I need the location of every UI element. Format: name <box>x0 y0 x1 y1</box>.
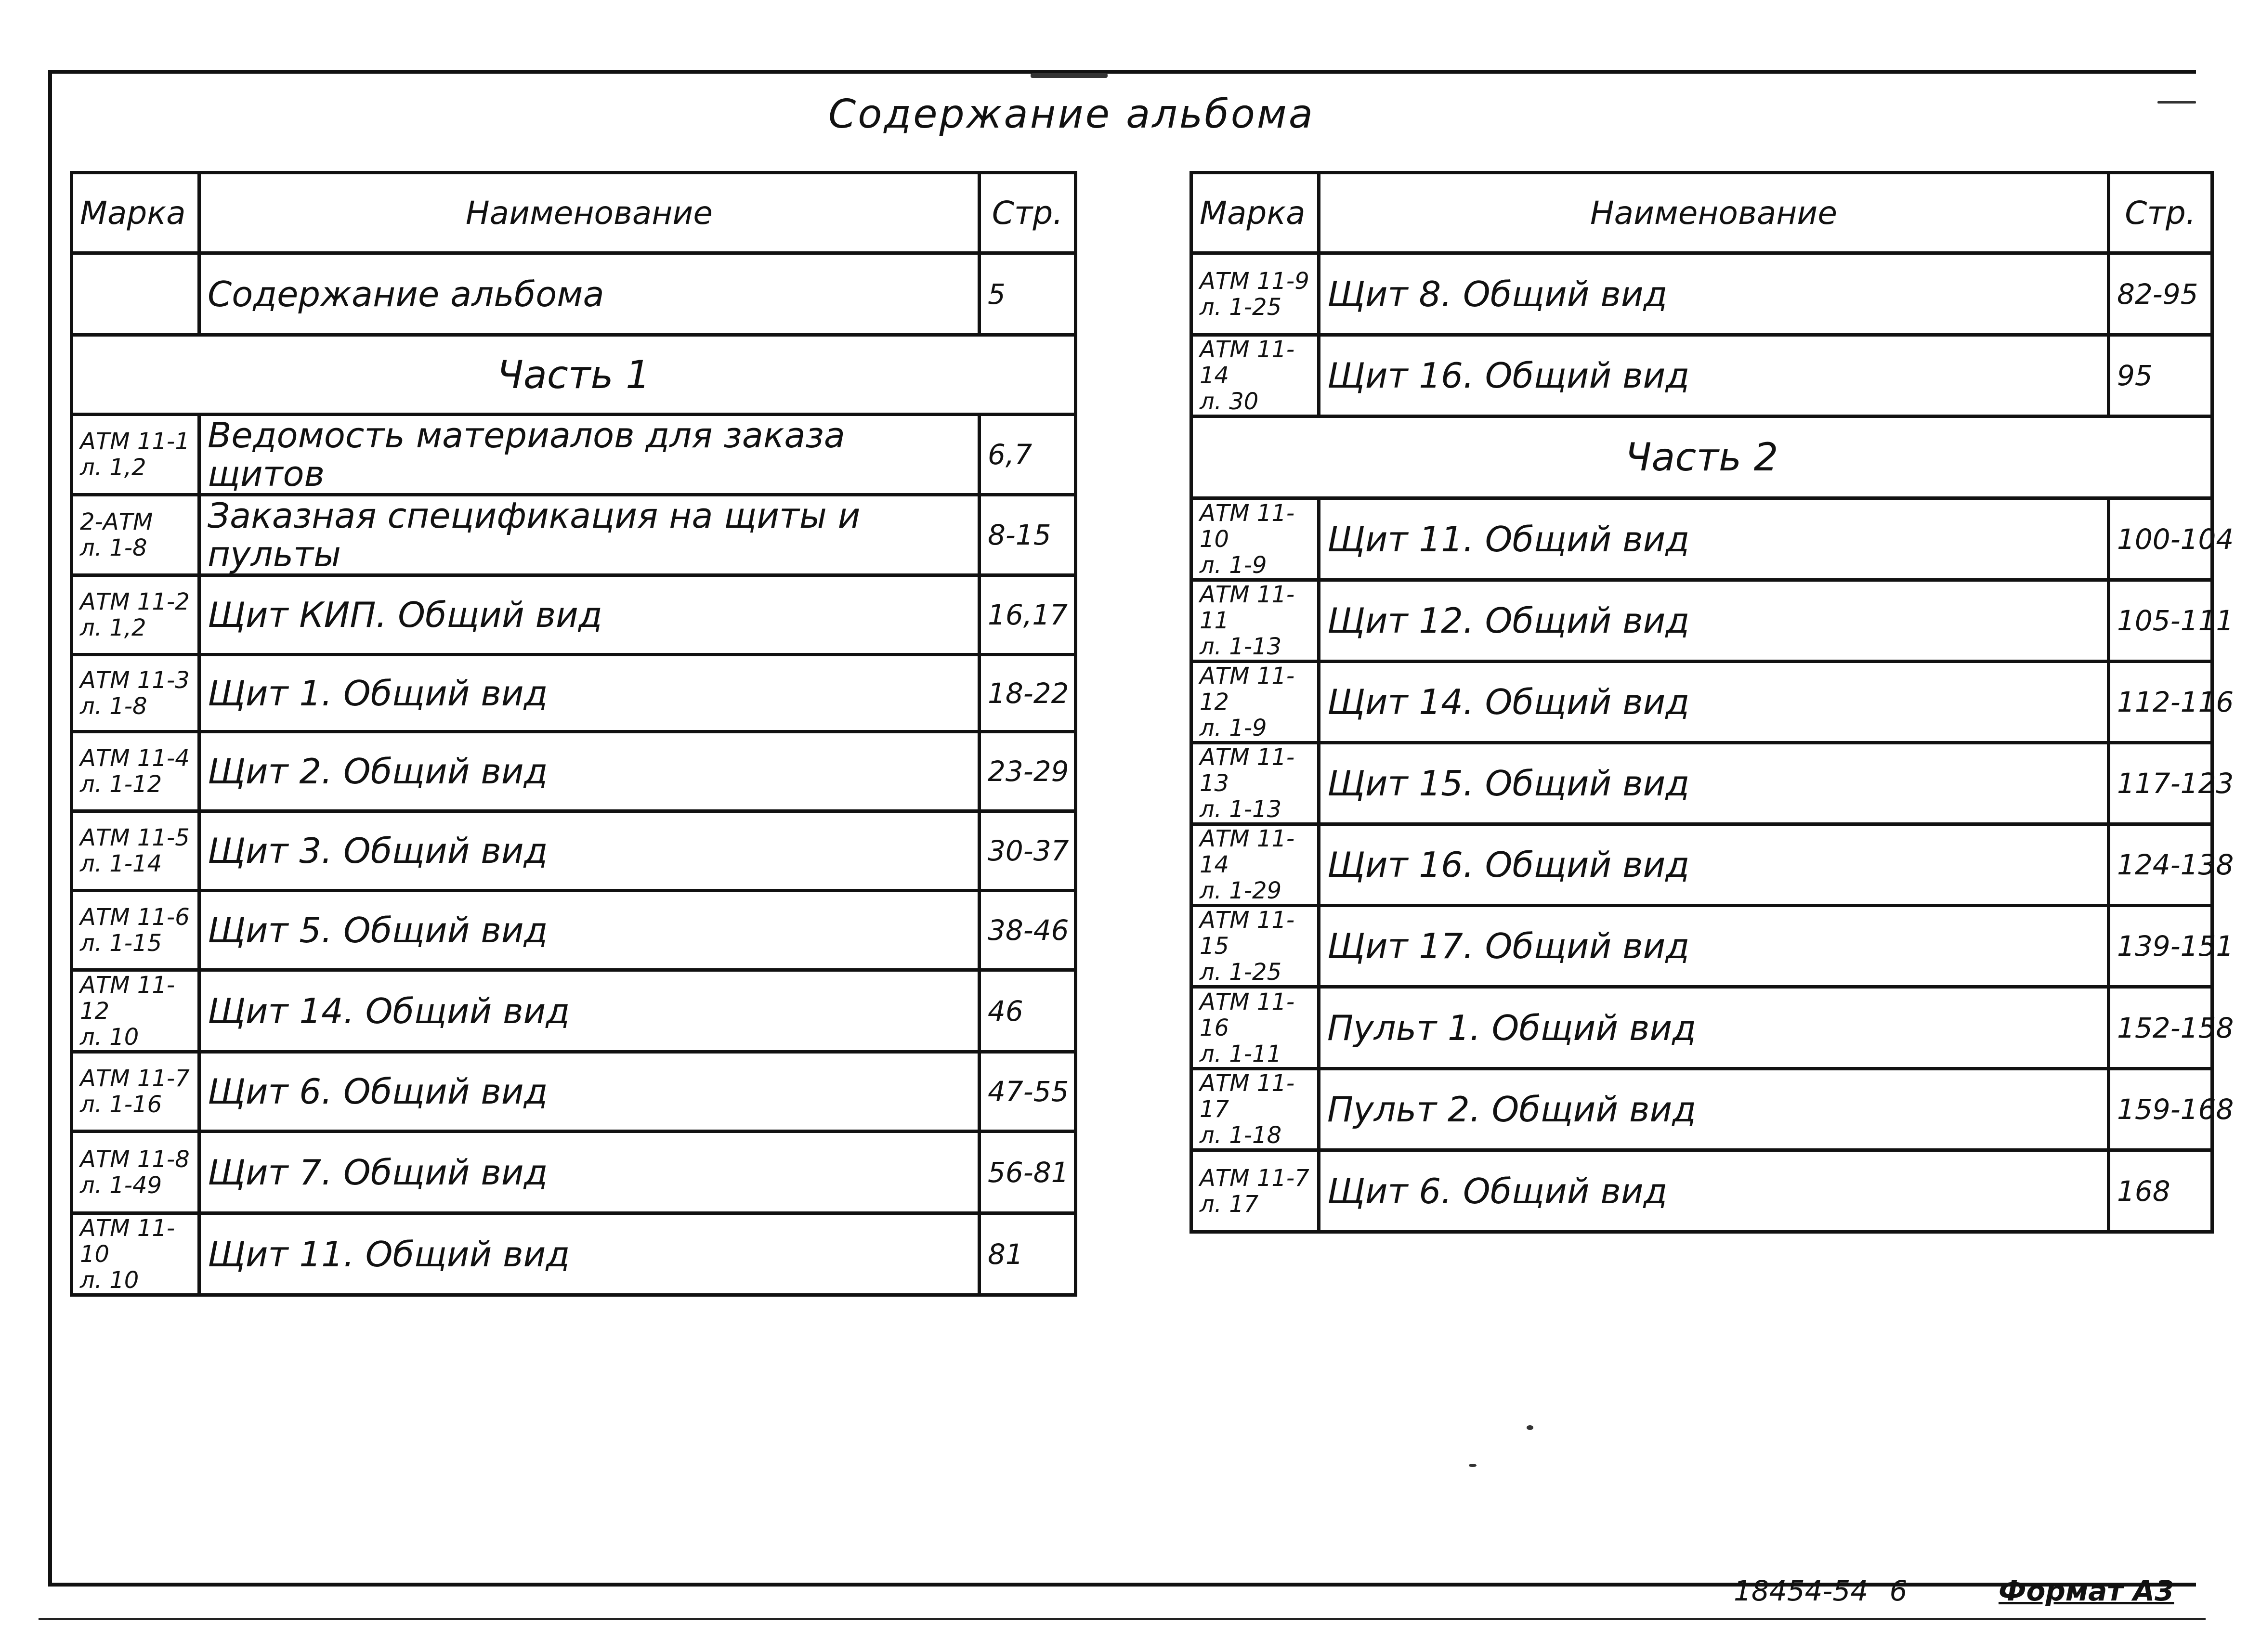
row-mark: АТМ 11-12 л. 10 <box>72 970 199 1052</box>
section-label: Часть 2 <box>1191 416 2212 498</box>
row-name: Щит 5. Общий вид <box>199 891 980 970</box>
page-title: Содержание альбома <box>828 91 1315 137</box>
row-name: Щит 2. Общий вид <box>199 732 980 811</box>
row-mark: АТМ 11-1 л. 1,2 <box>72 415 199 495</box>
header-page: Стр. <box>980 173 1076 253</box>
row-mark: АТМ 11-2 л. 1,2 <box>72 575 199 655</box>
row-mark: АТМ 11-8 л. 1-49 <box>72 1132 199 1213</box>
row-mark: АТМ 11-12 л. 1-9 <box>1191 662 1319 743</box>
row-name: Щит 14. Общий вид <box>1319 662 2109 743</box>
header-page: Стр. <box>2109 173 2212 253</box>
section-row <box>1191 416 2212 498</box>
row-name: Щит 11. Общий вид <box>1319 498 2109 580</box>
section-row <box>72 335 1076 415</box>
contents-table-right-body <box>1191 173 2234 1232</box>
row-name: Щит 14. Общий вид <box>199 970 980 1052</box>
row-page: 30-37 <box>980 811 1076 891</box>
row-page: 82-95 <box>2109 253 2212 335</box>
row-page: 100-104 <box>2109 498 2212 580</box>
row-page: 81 <box>980 1213 1076 1295</box>
row-name: Щит 17. Общий вид <box>1319 906 2109 987</box>
table-row <box>72 811 1076 891</box>
row-page: 6,7 <box>980 415 1076 495</box>
row-page: 152-158 <box>2109 987 2212 1069</box>
sheet-number: 18454-54 6 <box>1734 1574 1908 1607</box>
header-mark: Марка <box>1191 173 1319 253</box>
row-mark: АТМ 11-4 л. 1-12 <box>72 732 199 811</box>
table-row <box>1191 253 2212 335</box>
scan-speck <box>1527 1425 1533 1430</box>
format-label: Формат А3 <box>1999 1574 2174 1607</box>
contents-table-left-body <box>72 173 1076 1295</box>
row-name: Щит 6. Общий вид <box>1319 1150 2109 1232</box>
row-mark: АТМ 11-14 л. 1-29 <box>1191 824 1319 906</box>
row-name: Щит 12. Общий вид <box>1319 580 2109 662</box>
row-name: Заказная спецификация на щиты и пульты <box>199 495 980 575</box>
table-row <box>72 253 1076 335</box>
row-mark: АТМ 11-7 л. 1-16 <box>72 1052 199 1132</box>
table-row <box>72 1132 1076 1213</box>
row-page: 23-29 <box>980 732 1076 811</box>
table-row <box>1191 987 2212 1069</box>
row-name: Щит 3. Общий вид <box>199 811 980 891</box>
row-mark: АТМ 11-10 л. 10 <box>72 1213 199 1295</box>
row-page: 8-15 <box>980 495 1076 575</box>
table-row <box>1191 906 2212 987</box>
row-name: Пульт 1. Общий вид <box>1319 987 2109 1069</box>
row-mark: АТМ 11-14 л. 30 <box>1191 335 1319 416</box>
row-mark: АТМ 11-5 л. 1-14 <box>72 811 199 891</box>
row-page: 18-22 <box>980 655 1076 732</box>
table-row <box>72 891 1076 970</box>
table-row <box>72 1052 1076 1132</box>
row-name: Содержание альбома <box>199 253 980 335</box>
row-page: 95 <box>2109 335 2212 416</box>
row-page: 105-111 <box>2109 580 2212 662</box>
scan-speck <box>1031 73 1108 78</box>
row-mark: АТМ 11-17 л. 1-18 <box>1191 1069 1319 1150</box>
table-row <box>1191 1069 2212 1150</box>
contents-table-left <box>70 171 1077 1297</box>
row-mark: АТМ 11-3 л. 1-8 <box>72 655 199 732</box>
table-row <box>72 575 1076 655</box>
table-row <box>72 1213 1076 1295</box>
row-name: Ведомость материалов для заказа щитов <box>199 415 980 495</box>
scan-speck <box>1469 1464 1477 1467</box>
row-mark: АТМ 11-11 л. 1-13 <box>1191 580 1319 662</box>
row-page: 38-46 <box>980 891 1076 970</box>
row-mark: АТМ 11-10 л. 1-9 <box>1191 498 1319 580</box>
table-row <box>72 495 1076 575</box>
row-page: 47-55 <box>980 1052 1076 1132</box>
table-row <box>72 732 1076 811</box>
row-page: 117-123 <box>2109 743 2212 824</box>
row-page: 124-138 <box>2109 824 2212 906</box>
row-name: Щит 16. Общий вид <box>1319 824 2109 906</box>
row-page: 168 <box>2109 1150 2212 1232</box>
row-name: Щит 16. Общий вид <box>1319 335 2109 416</box>
table-row <box>1191 580 2212 662</box>
table-row <box>1191 335 2212 416</box>
section-label: Часть 1 <box>72 335 1076 415</box>
table-row <box>1191 498 2212 580</box>
table-row <box>1191 1150 2212 1232</box>
row-name: Щит 7. Общий вид <box>199 1132 980 1213</box>
scan-speck <box>2157 101 2196 104</box>
row-page: 159-168 <box>2109 1069 2212 1150</box>
row-page: 139-151 <box>2109 906 2212 987</box>
row-name: Щит 15. Общий вид <box>1319 743 2109 824</box>
header-row <box>1191 173 2212 253</box>
header-name: Наименование <box>199 173 980 253</box>
row-page: 5 <box>980 253 1076 335</box>
row-name: Щит 8. Общий вид <box>1319 253 2109 335</box>
row-page: 112-116 <box>2109 662 2212 743</box>
row-mark: АТМ 11-6 л. 1-15 <box>72 891 199 970</box>
row-mark: АТМ 11-7 л. 17 <box>1191 1150 1319 1232</box>
row-page: 16,17 <box>980 575 1076 655</box>
row-mark: АТМ 11-16 л. 1-11 <box>1191 987 1319 1069</box>
row-mark <box>72 253 199 335</box>
row-mark: АТМ 11-13 л. 1-13 <box>1191 743 1319 824</box>
row-name: Щит 6. Общий вид <box>199 1052 980 1132</box>
header-mark: Марка <box>72 173 199 253</box>
row-mark: 2-АТМ л. 1-8 <box>72 495 199 575</box>
row-mark: АТМ 11-9 л. 1-25 <box>1191 253 1319 335</box>
row-mark: АТМ 11-15 л. 1-25 <box>1191 906 1319 987</box>
row-page: 56-81 <box>980 1132 1076 1213</box>
table-row <box>72 655 1076 732</box>
table-row <box>1191 824 2212 906</box>
table-row <box>1191 662 2212 743</box>
header-row <box>72 173 1076 253</box>
row-name: Щит КИП. Общий вид <box>199 575 980 655</box>
row-name: Щит 11. Общий вид <box>199 1213 980 1295</box>
row-name: Щит 1. Общий вид <box>199 655 980 732</box>
row-page: 46 <box>980 970 1076 1052</box>
table-row <box>72 415 1076 495</box>
bottom-border-line <box>39 1618 2206 1620</box>
contents-table-right <box>1189 171 2234 1234</box>
table-row <box>72 970 1076 1052</box>
table-row <box>1191 743 2212 824</box>
header-name: Наименование <box>1319 173 2109 253</box>
row-name: Пульт 2. Общий вид <box>1319 1069 2109 1150</box>
